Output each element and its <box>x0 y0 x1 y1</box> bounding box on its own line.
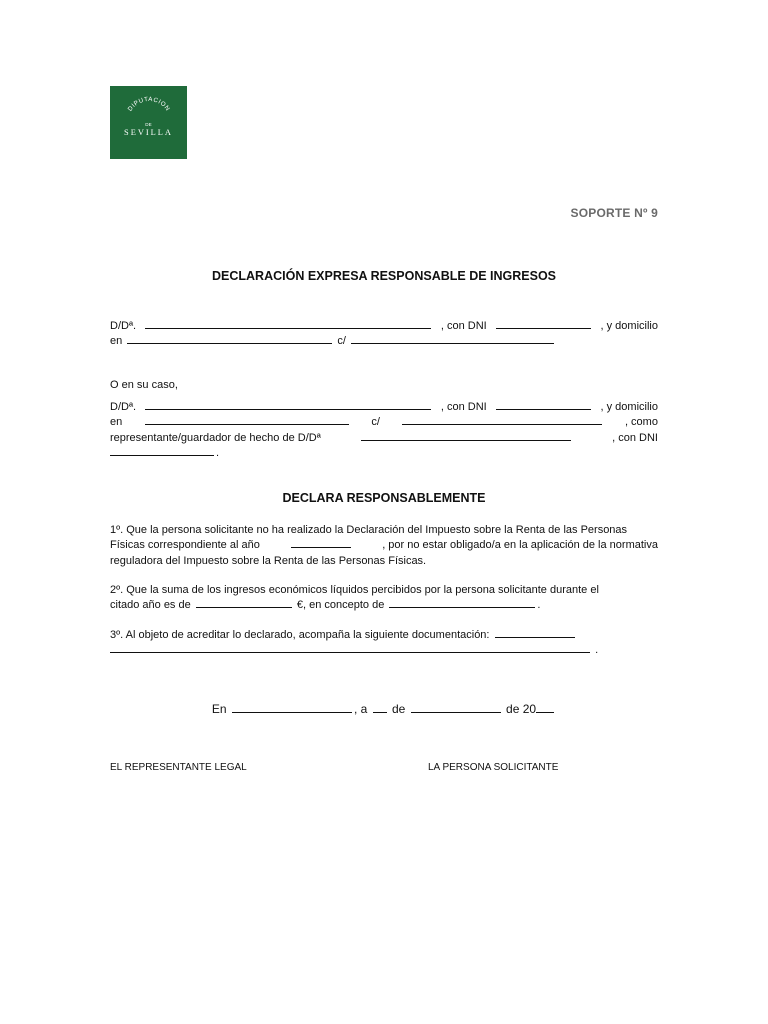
day-field[interactable] <box>373 703 387 713</box>
rep-street-field[interactable] <box>402 415 602 425</box>
date-de1-label: de <box>391 702 406 716</box>
clause-3 <box>110 628 658 659</box>
month-field[interactable] <box>411 703 501 713</box>
rep-end-dot: . <box>216 447 220 460</box>
rep-y-domicilio-label: , y domicilio <box>600 401 658 413</box>
dd-label: D/Dª. <box>110 320 137 332</box>
rep-line-1 <box>110 400 658 415</box>
clause-2-amount-label: citado año es de <box>110 599 191 612</box>
logo-line3: SEVILLA <box>124 128 173 137</box>
en-label: en <box>110 335 123 348</box>
documentation-field[interactable] <box>495 628 575 638</box>
date-de2-label: de 20 <box>506 702 537 716</box>
clause-2-end: . <box>537 599 541 612</box>
clause-1-line-b <box>110 538 658 553</box>
represented-name-field[interactable] <box>361 431 571 441</box>
alternative-intro: O en su caso, <box>110 379 178 391</box>
clause-2-line-b <box>110 598 658 613</box>
clause-3-end: . <box>595 644 599 657</box>
logo-line2: DE <box>145 122 152 127</box>
clause-3-line-b <box>110 643 658 658</box>
clause-1-year-label: Físicas correspondiente al año <box>110 539 260 552</box>
rep-como-label: , como <box>624 416 658 429</box>
section-title: DECLARA RESPONSABLEMENTE <box>282 491 486 505</box>
clause-2-line-a: 2º. Que la suma de los ingresos económicos líquidos percibidos por la persona solicitante durante el <box>110 584 599 596</box>
diputacion-sevilla-logo <box>110 86 187 159</box>
clause-1-reason: , por no estar obligado/a en la aplicación de la normativa <box>382 539 658 552</box>
document-title: DECLARACIÓN EXPRESA RESPONSABLE DE INGRESOS <box>211 269 557 283</box>
concept-field[interactable] <box>389 598 535 608</box>
signature-representative: EL REPRESENTANTE LEGAL <box>110 762 247 773</box>
documentation-field-continued[interactable] <box>110 643 590 653</box>
clause-2-concept-label: €, en concepto de <box>296 599 385 612</box>
clause-1 <box>110 523 658 569</box>
clause-3-line-a <box>110 628 658 643</box>
street-field[interactable] <box>351 334 554 344</box>
rep-dni-field[interactable] <box>496 400 591 410</box>
representative-block <box>110 400 658 462</box>
place-en-label: En <box>211 702 227 716</box>
soporte-number: SOPORTE Nº 9 <box>570 206 658 220</box>
clause-2 <box>110 583 658 614</box>
rep-dd-label: D/Dª. <box>110 401 137 413</box>
logo-emblem-icon <box>110 86 187 159</box>
name-field[interactable] <box>145 319 431 329</box>
rep-line-4 <box>110 446 658 461</box>
declarant-block <box>110 319 658 350</box>
date-a-label: , a <box>353 702 368 716</box>
rep-en-label: en <box>110 416 123 429</box>
dni-field[interactable] <box>496 319 591 329</box>
place-date-line <box>0 702 768 716</box>
rep-line-2 <box>110 415 658 430</box>
amount-field[interactable] <box>196 598 292 608</box>
rep-con-dni2-label: , con DNI <box>612 431 658 444</box>
place-field[interactable] <box>232 703 352 713</box>
signature-applicant: LA PERSONA SOLICITANTE <box>428 762 559 773</box>
year-field[interactable] <box>291 538 351 548</box>
con-dni-label: , con DNI <box>440 320 487 332</box>
logo-line1: DIPUTACION <box>126 95 172 113</box>
represented-dni-field[interactable] <box>110 446 214 456</box>
clause-1-line-a: 1º. Que la persona solicitante no ha realizado la Declaración del Impuesto sobre la Renta de las Personas <box>110 524 628 536</box>
rep-name-field[interactable] <box>145 400 431 410</box>
rep-guardian-label: representante/guardador de hecho de D/Dª <box>110 431 321 444</box>
y-domicilio-label: , y domicilio <box>600 320 658 332</box>
rep-street-label: c/ <box>371 416 380 429</box>
declarant-line-1 <box>110 319 658 334</box>
declarant-line-2 <box>110 334 658 349</box>
rep-con-dni-label: , con DNI <box>440 401 487 413</box>
rep-locality-field[interactable] <box>145 415 349 425</box>
clause-1-line-c: reguladora del Impuesto sobre la Renta de las Personas Físicas. <box>110 554 427 567</box>
rep-line-3 <box>110 431 658 446</box>
locality-field[interactable] <box>127 334 332 344</box>
year-suffix-field[interactable] <box>536 703 554 713</box>
clause-3-text: 3º. Al objeto de acreditar lo declarado, acompaña la siguiente documentación: <box>110 629 490 641</box>
svg-text:DIPUTACION <box>127 96 172 113</box>
street-label: c/ <box>337 335 346 348</box>
